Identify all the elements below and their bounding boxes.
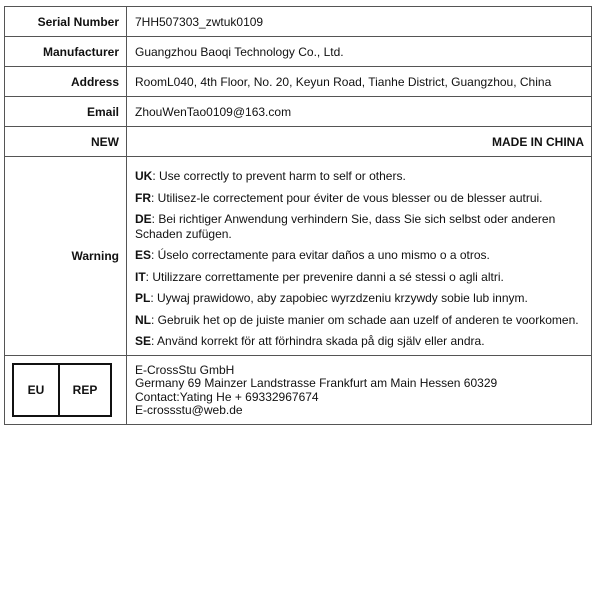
manufacturer-value: Guangzhou Baoqi Technology Co., Ltd.: [127, 37, 592, 67]
serial-number-label: Serial Number: [5, 7, 127, 37]
warning-item: [135, 191, 583, 206]
warning-text: : Utilisez-le correctement pour éviter de vous blesser ou de blesser autrui.: [151, 190, 543, 205]
address-row: [5, 67, 592, 97]
eu-rep-address: Germany 69 Mainzer Landstrasse Frankfurt am Main Hessen 60329: [135, 376, 498, 390]
manufacturer-label: Manufacturer: [5, 37, 127, 67]
warning-row: [5, 157, 592, 356]
address-value: RoomL040, 4th Floor, No. 20, Keyun Road, Tianhe District, Guangzhou, China: [127, 67, 592, 97]
warning-item: [135, 291, 583, 306]
condition-label: NEW: [5, 127, 127, 157]
warning-lang: FR: [135, 190, 151, 205]
ec-rep-symbol-rep: REP: [72, 382, 98, 397]
serial-number-row: [5, 7, 592, 37]
warning-lang: PL: [135, 291, 151, 305]
warning-lang: IT: [135, 269, 146, 284]
ec-rep-symbol-eu: EU: [14, 365, 60, 415]
ec-rep-symbol: [12, 363, 112, 417]
eu-rep-info: [127, 355, 592, 424]
warning-label: Warning: [5, 157, 127, 356]
warning-item: [135, 270, 583, 285]
warning-text: : Gebruik het op de juiste manier om schade aan uzelf of anderen te voorkomen.: [151, 312, 579, 327]
eu-rep-contact: Contact:Yating He + 69332967674: [135, 389, 319, 404]
email-row: [5, 97, 592, 127]
warning-text: : Uywaj prawidowo, aby zapobiec wyrzdzeniu krzywdy sobie lub innym.: [150, 291, 528, 305]
warning-lang: DE: [135, 212, 152, 226]
warning-text: : Bei richtiger Anwendung verhindern Sie, dass Sie sich selbst oder anderen Schaden zufügen.: [135, 212, 556, 241]
warning-lang: SE: [135, 334, 152, 348]
eu-rep-company: E-CrossStu GmbH: [135, 362, 235, 377]
warning-item: [135, 248, 583, 263]
warning-item: [135, 334, 583, 349]
warning-text: : Använd korrekt för att förhindra skada på dig själv eller andra.: [151, 334, 485, 348]
serial-number-value: 7HH507303_zwtuk0109: [127, 7, 592, 37]
warning-text: : Utilizzare correttamente per prevenire danni a sé stessi o agli altri.: [145, 269, 504, 284]
manufacturer-row: [5, 37, 592, 67]
email-value: ZhouWenTao0109@163.com: [127, 97, 592, 127]
origin-value: MADE IN CHINA: [127, 127, 592, 157]
warning-item: [135, 313, 583, 328]
warning-lang: ES: [135, 248, 152, 262]
warning-item: [135, 169, 583, 184]
warning-lang: UK: [135, 169, 153, 183]
warning-lang: NL: [135, 312, 151, 327]
warning-list: [127, 157, 592, 356]
eu-rep-email: E-crossstu@web.de: [135, 403, 243, 417]
warning-text: : Use correctly to prevent harm to self or others.: [152, 169, 406, 183]
warning-item: [135, 212, 583, 241]
ec-rep-symbol-cell: [5, 355, 127, 424]
condition-row: [5, 127, 592, 157]
address-label: Address: [5, 67, 127, 97]
warning-text: : Úselo correctamente para evitar daños a uno mismo o a otros.: [151, 248, 490, 262]
product-label-table: [4, 6, 592, 425]
email-label: Email: [5, 97, 127, 127]
eu-rep-row: [5, 355, 592, 424]
